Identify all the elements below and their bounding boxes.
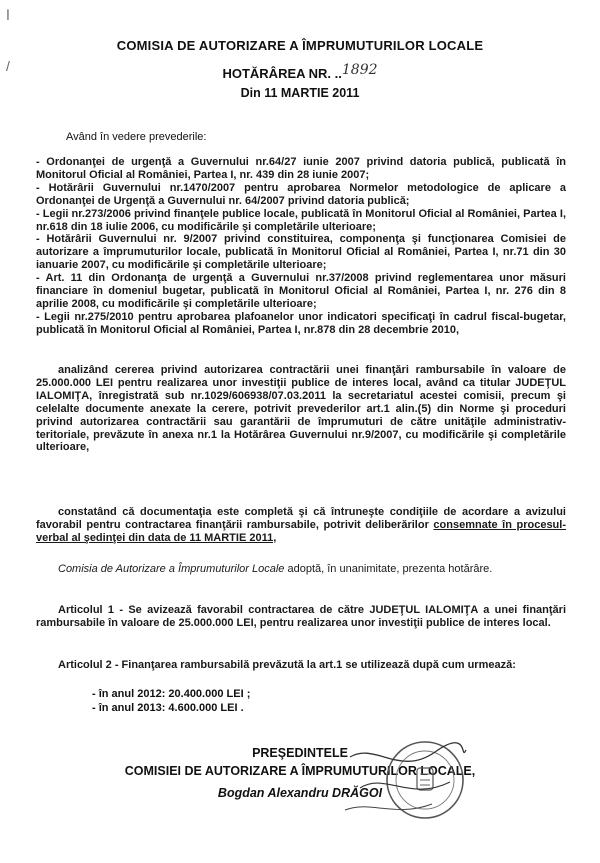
signature-org: COMISIEI DE AUTORIZARE A ÎMPRUMUTURILOR LOCALE,: [124, 764, 476, 778]
legal-ref: - Ordonanţei de urgenţă a Guvernului nr.64/27 iunie 2007 privind datoria publică, publicată în Monitorul Oficial al României, Partea I, nr. 439 din 28 iunie 2007;: [36, 156, 566, 181]
legal-ref: - Art. 11 din Ordonanţa de urgenţă a Guvernului nr.37/2008 privind reglementarea unor măsuri financiare în domeniul bugetar, publicată în Monitorul Oficial al României, Partea I, nr. 276 din 8 aprilie 2008, cu modificările şi completările ulterioare;: [36, 272, 566, 310]
intro-text: Având în vedere prevederile:: [66, 131, 207, 143]
margin-mark: ꞁ: [6, 4, 10, 20]
legal-ref: - Hotărârii Guvernului nr.1470/2007 pentru aprobarea Normelor metodologice de aplicare a Ordonanţei de Urgenţă a Guvernului nr. 64/2007 privind datoria publică;: [36, 181, 566, 207]
decision-date: Din 11 MARTIE 2011: [240, 86, 360, 100]
decision-label: HOTĂRÂREA NR. ..: [222, 66, 342, 81]
handwritten-number: 1892: [341, 62, 378, 78]
decision-number-line: [0, 62, 600, 82]
adoption-text: adoptă, în unanimitate, prezenta hotărâre.: [284, 563, 493, 575]
article-1-text: Articolul 1 - Se avizează favorabil contractarea de către JUDEŢUL IALOMIŢA a unei finanţări rambursabile în valoare de 25.000.000 LEI, pentru realizarea unor investiţii publice de interes local.: [36, 604, 566, 629]
article-2: [36, 659, 566, 672]
signature-name: Bogdan Alexandru DRĂGOI: [217, 786, 383, 800]
legal-ref: - Legii nr.275/2010 pentru aprobarea plafoanelor unor indicatori specificaţi în cadrul fiscal-bugetar, publicată în Monitorul Oficial al României, Partea I, nr.878 din 28 decembrie 2010,: [36, 310, 566, 336]
tranche-2012: - în anul 2012: 20.400.000 LEI ;: [92, 688, 251, 700]
analysis-paragraph: [36, 364, 566, 454]
legal-references: [36, 156, 566, 337]
margin-mark: /: [6, 58, 10, 74]
tranche-2013: - în anul 2013: 4.600.000 LEI .: [92, 702, 244, 714]
commission-title: COMISIA DE AUTORIZARE A ÎMPRUMUTURILOR LOCALE: [116, 38, 484, 53]
legal-ref: - Legii nr.273/2006 privind finanţele publice locale, publicată în Monitorul Oficial al României, Partea I, nr.618 din 18 iulie 2006, cu modificările şi completările ulterioare;: [36, 207, 566, 233]
analysis-text: analizând cererea privind autorizarea contractării unei finanţări rambursabile în valoare de 25.000.000 LEI pentru realizarea unor investiţii publice de interes local, având ca titular JUDEŢUL IALOMIŢA, înregistrată sub nr.1029/606938/07.03.2011 la secretariatul acestei comisii, precum şi celelalte documente anexate la cerere, potrivit prevederilor art.1 alin.(5) din Norme şi proceduri privind autorizarea contractării sau garantării de împrumuturi de către unităţile administrativ-teritoriale, prevăzute în anexa nr.1 la Hotărârea Guvernului nr.9/2007, cu modificările şi completările ulterioare,: [36, 364, 566, 454]
adoption-paragraph: [36, 563, 566, 576]
stamp-seal-signature: [340, 722, 470, 842]
article-2-text: Articolul 2 - Finanţarea rambursabilă prevăzută la art.1 se utilizează după cum urmează:: [58, 659, 516, 671]
finding-paragraph: [36, 506, 566, 545]
article-1: [36, 604, 566, 630]
finding-text: constatând că documentaţia este completă şi că întruneşte condiţiile de acordare a avizului favorabil pentru contractarea finanţării rambursabile, potrivit deliberărilor: [36, 506, 566, 531]
signature-role: PREŞEDINTELE: [252, 746, 348, 760]
commission-name-italic: Comisia de Autorizare a Împrumuturilor Locale: [58, 563, 285, 575]
finding-underlined: consemnate în procesul-verbal al şedinţei din data de 11 MARTIE 2011,: [36, 518, 566, 544]
legal-ref: - Hotărârii Guvernului nr. 9/2007 privind constituirea, componenţa şi funcţionarea Comisiei de autorizare a împrumuturilor locale, publicată în Monitorul Oficial al României, Partea I, nr.71 din 30 ianuarie 2007, cu modificările şi completările ulterioare;: [36, 233, 566, 272]
